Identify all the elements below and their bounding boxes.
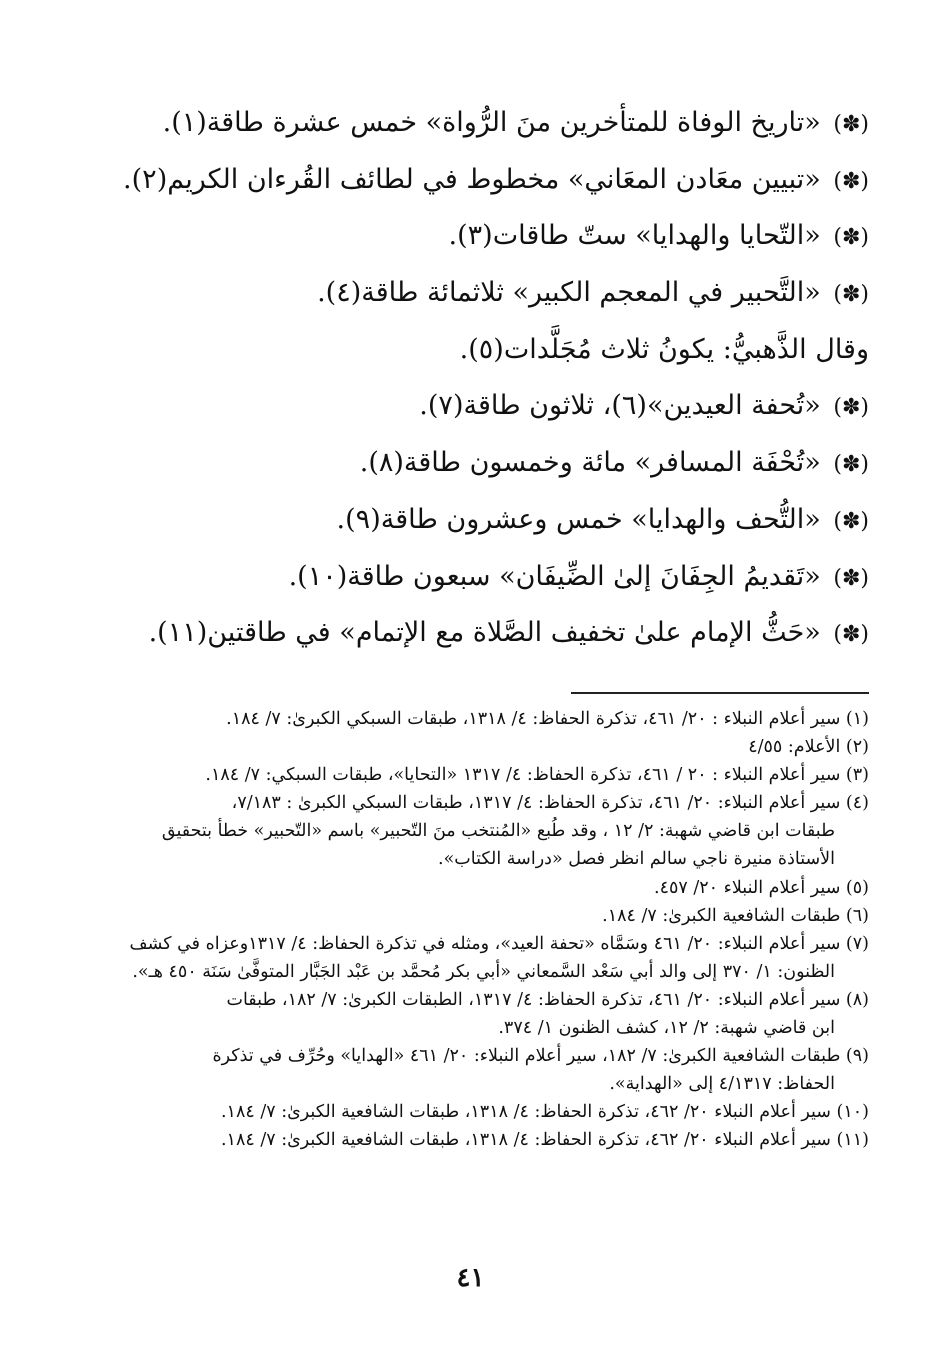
asterisk-bullet-icon: (✽) bbox=[833, 565, 869, 591]
asterisk-bullet-icon: (✽) bbox=[833, 168, 869, 194]
bibliography-entry bbox=[69, 95, 869, 152]
footnote: (٢) الأعلام: ٤/٥٥ bbox=[748, 737, 869, 758]
bibliography-entry bbox=[69, 378, 869, 435]
entry-text: «التُّحف والهدايا» خمس وعشرون طاقة(٩). bbox=[336, 503, 821, 535]
entry-text: «تَقديمُ الجِفَانَ إلىٰ الضِّيفَان» سبعون طاقة(١٠). bbox=[288, 560, 821, 592]
entry-text: «حَثُّ الإمام علىٰ تخفيف الصَّلاة مع الإتمام» في طاقتين(١١). bbox=[148, 617, 821, 649]
footnote-continuation: الأستاذة منيرة ناجي سالم انظر فصل «دراسة الكتاب». bbox=[438, 849, 835, 870]
asterisk-bullet-icon: (✽) bbox=[833, 622, 869, 648]
bibliography-entry bbox=[69, 549, 869, 606]
footnote-continuation: الظنون: ١/ ٣٧٠ إلى والد أبي سَعْد السَّمعاني «أبي بكر مُحمَّد بن عَبْد الجَبَّار المتوفَّىٰ سَنَة ٤٥٠ هـ». bbox=[132, 961, 835, 982]
asterisk-bullet-icon: (✽) bbox=[833, 395, 869, 421]
asterisk-bullet-icon: (✽) bbox=[833, 282, 869, 308]
footnote: (٧) سير أعلام النبلاء: ٢٠/ ٤٦١ وسَمَّاه «تحفة العيد»، ومثله في تذكرة الحفاظ: ٤/ ١٣١٧وعزاه في كشف bbox=[129, 933, 869, 954]
asterisk-bullet-icon: (✽) bbox=[833, 452, 869, 478]
bibliography-note bbox=[69, 322, 869, 379]
bibliography-entry bbox=[69, 605, 869, 662]
bibliography-entry bbox=[69, 152, 869, 209]
bibliography-entry bbox=[69, 492, 869, 549]
footnote-continuation: الحفاظ: ٤/١٣١٧ إلى «الهداية». bbox=[609, 1074, 835, 1095]
footnote: (١٠) سير أعلام النبلاء ٢٠/ ٤٦٢، تذكرة الحفاظ: ٤/ ١٣١٨، طبقات الشافعية الكبرىٰ: ٧/ ١٨٤. bbox=[220, 1102, 869, 1123]
footnote: (٩) طبقات الشافعية الكبرىٰ: ٧/ ١٨٢، سير أعلام النبلاء: ٢٠/ ٤٦١ «الهدايا» وحُرِّف في تذكرة bbox=[212, 1046, 869, 1067]
entry-text: «تُحفة العيدين»(٦)، ثلاثون طاقة(٧). bbox=[419, 390, 821, 422]
footnote: (٨) سير أعلام النبلاء: ٢٠/ ٤٦١، تذكرة الحفاظ: ٤/ ١٣١٧، الطبقات الكبرىٰ: ٧/ ١٨٢، طبقات bbox=[226, 989, 869, 1010]
footnote: (١) سير أعلام النبلاء : ٢٠/ ٤٦١، تذكرة الحفاظ: ٤/ ١٣١٨، طبقات السبكي الكبرىٰ: ٧/ ١٨٤. bbox=[226, 709, 869, 729]
footnote: (٤) سير أعلام النبلاء: ٢٠/ ٤٦١، تذكرة الحفاظ: ٤/ ١٣١٧، طبقات السبكي الكبرىٰ : ٧/١٨٣، bbox=[231, 793, 869, 814]
footnote: (٦) طبقات الشافعية الكبرىٰ: ٧/ ١٨٤. bbox=[602, 905, 869, 926]
asterisk-bullet-icon: (✽) bbox=[833, 112, 869, 137]
entry-text: وقال الذَّهبيُّ: يكونُ ثلاث مُجَلَّدات(٥). bbox=[459, 333, 869, 365]
footnote-separator bbox=[571, 692, 869, 694]
footnote: (١١) سير أعلام النبلاء ٢٠/ ٤٦٢، تذكرة الحفاظ: ٤/ ١٣١٨، طبقات الشافعية الكبرىٰ: ٧/ ١٨٤. bbox=[220, 1130, 869, 1151]
entry-text: «تُحْفَة المسافر» مائة وخمسون طاقة(٨). bbox=[359, 447, 821, 479]
entry-text: «التّحايا والهدايا» ستّ طاقات(٣). bbox=[448, 220, 821, 252]
footnote: (٣) سير أعلام النبلاء : ٢٠ / ٤٦١، تذكرة الحفاظ: ٤/ ١٣١٧ «التحايا»، طبقات السبكي: ٧/ ١٨٤. bbox=[205, 765, 869, 786]
footnotes-section bbox=[69, 705, 869, 1155]
entry-text: «تبيين معَادن المعَاني» مخطوط في لطائف القُرءان الكريم(٢). bbox=[123, 163, 821, 195]
footnote-continuation: طبقات ابن قاضي شهبة: ٢/ ١٢ ، وقد طُبع «المُنتخب منَ التّحبير» باسم «التّحبير» خطأ بتحقيق bbox=[161, 821, 835, 842]
bibliography-entry bbox=[69, 265, 869, 322]
entry-text: «تاريخ الوفاة للمتأخرين منَ الرُّواة» خمس عشرة طاقة(١). bbox=[162, 107, 821, 138]
asterisk-bullet-icon: (✽) bbox=[833, 225, 869, 251]
bibliography-entry bbox=[69, 208, 869, 265]
page-number: ٤١ bbox=[456, 1263, 485, 1293]
bibliography-list bbox=[69, 95, 869, 662]
bibliography-entry bbox=[69, 435, 869, 492]
entry-text: «التَّحبير في المعجم الكبير» ثلاثمائة طاقة(٤). bbox=[317, 277, 821, 309]
asterisk-bullet-icon: (✽) bbox=[833, 508, 869, 534]
footnote: (٥) سير أعلام النبلاء ٢٠/ ٤٥٧. bbox=[654, 877, 869, 898]
footnote-continuation: ابن قاضي شهبة: ٢/ ١٢، كشف الظنون ١/ ٣٧٤. bbox=[498, 1018, 835, 1039]
